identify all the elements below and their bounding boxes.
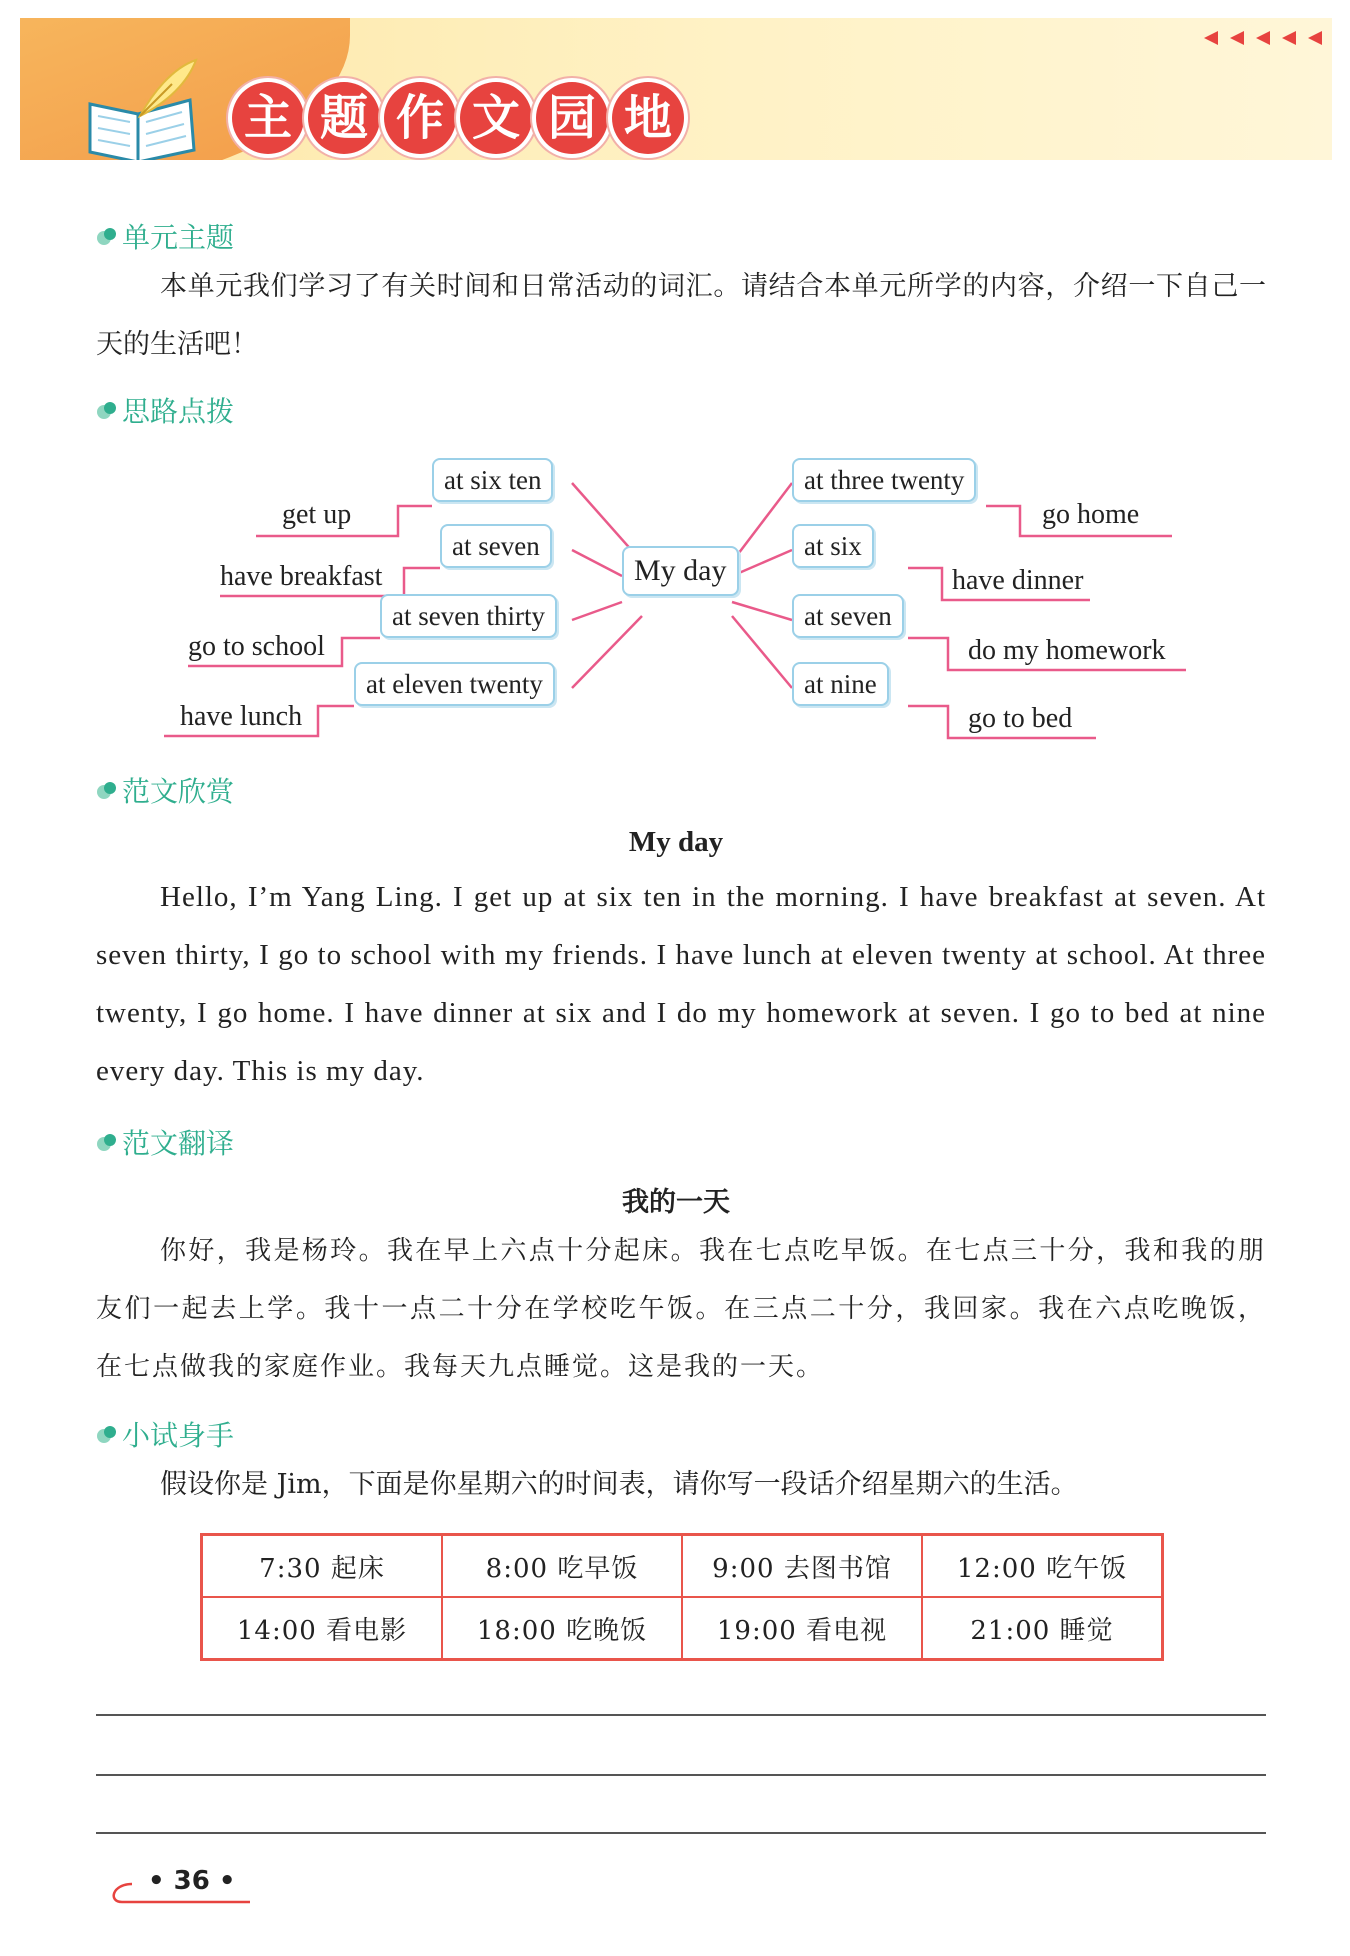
mind-map-time-box: at seven — [792, 594, 904, 638]
leaf-bullet-icon — [96, 225, 118, 247]
translation-paragraph: 你好，我是杨玲。我在早上六点十分起床。我在七点吃早饭。在七点三十分，我和我的朋友们一起去上学。我十一点二十分在学校吃午饭。在三点二十分，我回家。我在六点吃晚饭，在七点做我的家庭作业。我每天九点睡觉。这是我的一天。 — [96, 1236, 1266, 1382]
mind-map-center: My day — [622, 546, 739, 596]
practice-prompt: 假设你是 Jim，下面是你星期六的时间表，请你写一段话介绍星期六的生活。 — [160, 1469, 1078, 1500]
title-char: 题 — [308, 82, 380, 154]
arrow-left-icon — [1278, 28, 1298, 48]
mind-map-time-box: at nine — [792, 662, 889, 706]
section-heading-ideas: 思路点拨 — [96, 390, 234, 430]
section-heading-practice: 小试身手 — [96, 1414, 234, 1454]
title-char: 地 — [612, 82, 684, 154]
page — [20, 18, 1332, 1938]
timetable-cell: 18:00 吃晚饭 — [442, 1597, 682, 1660]
section-heading-translation: 范文翻译 — [96, 1122, 234, 1162]
title-char: 文 — [460, 82, 532, 154]
mind-map-time-box: at seven thirty — [380, 594, 557, 638]
title-char: 园 — [536, 82, 608, 154]
mind-map-time-box: at seven — [440, 524, 552, 568]
mind-map — [20, 438, 1332, 768]
timetable-cell: 14:00 看电影 — [202, 1597, 443, 1660]
writing-line[interactable] — [96, 1714, 1266, 1716]
mind-map-activity: do my homework — [968, 635, 1166, 666]
mind-map-activity: go home — [1042, 499, 1140, 530]
arrow-left-icon — [1252, 28, 1272, 48]
timetable-cell: 19:00 看电视 — [682, 1597, 922, 1660]
writing-line[interactable] — [96, 1832, 1266, 1834]
timetable-cell: 21:00 睡觉 — [922, 1597, 1163, 1660]
mind-map-activity: get up — [282, 499, 352, 530]
intro-paragraph: 本单元我们学习了有关时间和日常活动的词汇。请结合本单元所学的内容，介绍一下自己一天的生活吧！ — [96, 271, 1266, 360]
timetable-row — [202, 1535, 1163, 1598]
mind-map-activity: go to school — [188, 631, 325, 662]
arrow-left-icon — [1226, 28, 1246, 48]
mind-map-time-box: at six — [792, 524, 874, 568]
mind-map-time-box: at three twenty — [792, 458, 976, 502]
header-banner — [20, 18, 1332, 160]
title-char: 作 — [384, 82, 456, 154]
timetable-cell: 7:30 起床 — [202, 1535, 443, 1598]
saturday-timetable — [200, 1533, 1164, 1661]
mind-map-activity: have breakfast — [220, 561, 383, 592]
mind-map-activity: have dinner — [952, 565, 1084, 596]
timetable-cell: 8:00 吃早饭 — [442, 1535, 682, 1598]
header-title — [232, 82, 684, 154]
mind-map-time-box: at six ten — [432, 458, 553, 502]
page-number: • 36 • — [148, 1866, 236, 1896]
section-heading-sample: 范文欣赏 — [96, 770, 234, 810]
sample-paragraph: Hello, I’m Yang Ling. I get up at six ten in the morning. I have breakfast at seven. At seven thirty, I go to school with my friends. I have lunch at eleven twenty at school. At three twenty, I go home. I have dinner at six and I do my homework at seven. I go to bed at nine every day. This is my day. — [96, 881, 1266, 1087]
leaf-bullet-icon — [96, 399, 118, 421]
timetable-row — [202, 1597, 1163, 1660]
leaf-bullet-icon — [96, 779, 118, 801]
timetable-cell: 9:00 去图书馆 — [682, 1535, 922, 1598]
mind-map-time-box: at eleven twenty — [354, 662, 555, 706]
timetable-cell: 12:00 吃午饭 — [922, 1535, 1163, 1598]
mind-map-activity: go to bed — [968, 703, 1073, 734]
quill-pen-icon — [132, 54, 202, 124]
translation-title: 我的一天 — [622, 1187, 730, 1218]
leaf-bullet-icon — [96, 1423, 118, 1445]
writing-line[interactable] — [96, 1774, 1266, 1776]
mind-map-activity: have lunch — [180, 701, 303, 732]
section-heading-theme: 单元主题 — [96, 216, 234, 256]
arrow-left-icon — [1200, 28, 1220, 48]
sample-title: My day — [628, 826, 724, 858]
header-arrows — [1200, 28, 1324, 48]
leaf-bullet-icon — [96, 1131, 118, 1153]
arrow-left-icon — [1304, 28, 1324, 48]
title-char: 主 — [232, 82, 304, 154]
